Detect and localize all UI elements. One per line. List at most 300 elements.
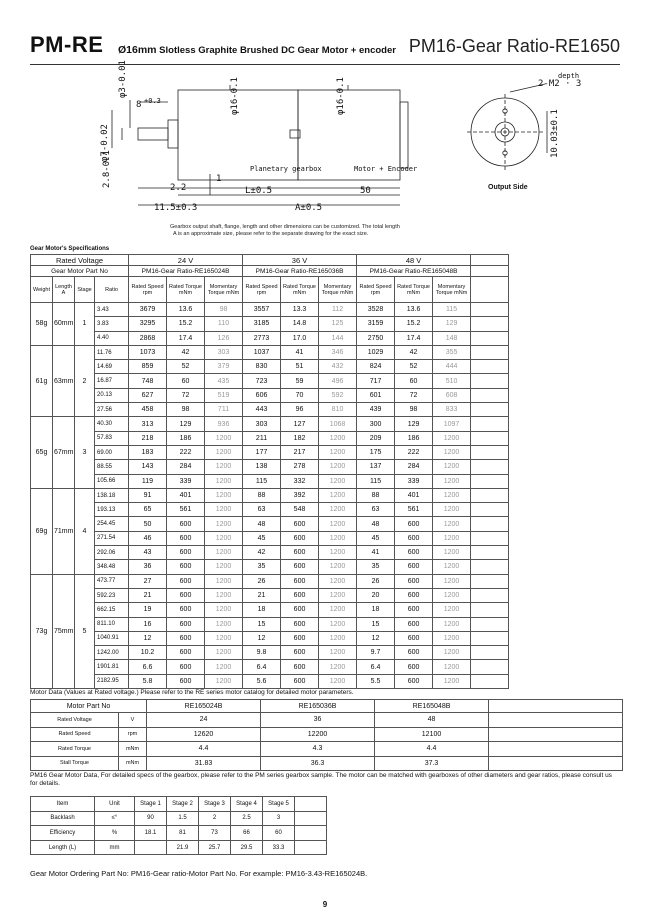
dim-1: 1 bbox=[216, 174, 222, 184]
motor-value-cell: 24 bbox=[147, 713, 261, 728]
gear-cell: 1.5 bbox=[167, 811, 199, 826]
torque-cell: 600 bbox=[281, 660, 319, 674]
empty-cell bbox=[471, 674, 509, 688]
torque-cell: 127 bbox=[281, 417, 319, 431]
gear-header-cell: Stage 5 bbox=[263, 797, 295, 812]
table-row bbox=[31, 445, 623, 459]
torque-cell: 52 bbox=[395, 360, 433, 374]
gear-cell: 21.9 bbox=[167, 840, 199, 855]
speed-cell: 65 bbox=[129, 503, 167, 517]
speed-cell: 91 bbox=[129, 488, 167, 502]
header-rated-speed: Rated Speed rpm bbox=[129, 277, 167, 303]
table-row bbox=[31, 674, 623, 688]
empty-cell bbox=[471, 431, 509, 445]
speed-cell: 177 bbox=[243, 445, 281, 459]
speed-cell: 18 bbox=[357, 603, 395, 617]
gear-cell: 66 bbox=[231, 826, 263, 841]
momentary-cell: 379 bbox=[205, 360, 243, 374]
empty-cell bbox=[471, 646, 509, 660]
dim-8: 8 bbox=[136, 100, 142, 110]
momentary-cell: 1200 bbox=[433, 431, 471, 445]
motor-value-cell: 12100 bbox=[375, 727, 489, 742]
momentary-cell: 1200 bbox=[433, 574, 471, 588]
momentary-cell: 1200 bbox=[205, 531, 243, 545]
torque-cell: 600 bbox=[395, 531, 433, 545]
ratio-cell: 1901.81 bbox=[95, 660, 129, 674]
empty-cell bbox=[471, 303, 509, 317]
momentary-cell: 1200 bbox=[205, 574, 243, 588]
speed-cell: 601 bbox=[357, 388, 395, 402]
gear-header-cell: Stage 3 bbox=[199, 797, 231, 812]
gear-cell: 2 bbox=[199, 811, 231, 826]
torque-cell: 401 bbox=[167, 488, 205, 502]
torque-cell: 600 bbox=[395, 603, 433, 617]
column-header-row bbox=[31, 277, 623, 303]
speed-cell: 88 bbox=[357, 488, 395, 502]
empty-cell bbox=[489, 713, 623, 728]
empty-cell bbox=[471, 374, 509, 388]
momentary-cell: 519 bbox=[205, 388, 243, 402]
motor-row bbox=[31, 713, 623, 728]
momentary-cell: 1200 bbox=[433, 560, 471, 574]
speed-cell: 9.7 bbox=[357, 646, 395, 660]
torque-cell: 339 bbox=[167, 474, 205, 488]
speed-cell: 21 bbox=[129, 588, 167, 602]
gear-header-cell: Stage 4 bbox=[231, 797, 263, 812]
gear-cell: 3 bbox=[263, 811, 295, 826]
momentary-cell: 1200 bbox=[205, 603, 243, 617]
part-no-row bbox=[31, 266, 623, 277]
group-stage: 4 bbox=[75, 488, 95, 574]
momentary-cell: 1200 bbox=[205, 660, 243, 674]
torque-cell: 72 bbox=[395, 388, 433, 402]
table-row bbox=[31, 431, 623, 445]
speed-cell: 209 bbox=[357, 431, 395, 445]
ratio-cell: 3.83 bbox=[95, 317, 129, 331]
momentary-cell: 432 bbox=[319, 360, 357, 374]
table-row bbox=[31, 331, 623, 345]
torque-cell: 60 bbox=[395, 374, 433, 388]
momentary-cell: 1200 bbox=[205, 646, 243, 660]
dim-10: 10.03±0.1 bbox=[550, 109, 560, 158]
torque-cell: 222 bbox=[395, 445, 433, 459]
speed-cell: 300 bbox=[357, 417, 395, 431]
table-row bbox=[31, 574, 623, 588]
empty-cell bbox=[295, 811, 327, 826]
spec-table bbox=[30, 254, 623, 689]
momentary-cell: 1200 bbox=[319, 631, 357, 645]
torque-cell: 13.6 bbox=[395, 303, 433, 317]
torque-cell: 600 bbox=[281, 631, 319, 645]
table-row bbox=[31, 460, 623, 474]
speed-cell: 6.4 bbox=[243, 660, 281, 674]
momentary-cell: 1200 bbox=[433, 531, 471, 545]
momentary-cell: 833 bbox=[433, 403, 471, 417]
momentary-cell: 1200 bbox=[319, 674, 357, 688]
speed-cell: 313 bbox=[129, 417, 167, 431]
ratio-cell: 254.45 bbox=[95, 517, 129, 531]
torque-cell: 70 bbox=[281, 388, 319, 402]
table-row bbox=[31, 488, 623, 502]
table-row bbox=[31, 603, 623, 617]
torque-cell: 600 bbox=[395, 631, 433, 645]
torque-cell: 217 bbox=[281, 445, 319, 459]
product-description bbox=[118, 44, 396, 56]
torque-cell: 600 bbox=[167, 646, 205, 660]
gear-row bbox=[31, 811, 327, 826]
momentary-cell: 510 bbox=[433, 374, 471, 388]
speed-cell: 88 bbox=[243, 488, 281, 502]
header-col_ratio: Ratio bbox=[95, 277, 129, 303]
ratio-cell: 473.77 bbox=[95, 574, 129, 588]
speed-cell: 627 bbox=[129, 388, 167, 402]
momentary-cell: 936 bbox=[205, 417, 243, 431]
motor-value-cell: 4.3 bbox=[261, 742, 375, 757]
torque-cell: 15.2 bbox=[395, 317, 433, 331]
ratio-cell: 3.43 bbox=[95, 303, 129, 317]
torque-cell: 600 bbox=[167, 560, 205, 574]
speed-cell: 43 bbox=[129, 546, 167, 560]
empty-cell bbox=[471, 345, 509, 359]
torque-cell: 600 bbox=[395, 546, 433, 560]
speed-cell: 2868 bbox=[129, 331, 167, 345]
group-weight: 58g bbox=[31, 303, 53, 346]
table-row bbox=[31, 403, 623, 417]
table-row bbox=[31, 546, 623, 560]
empty-cell bbox=[471, 631, 509, 645]
empty-cell bbox=[471, 517, 509, 531]
gear-cell: Length (L) bbox=[31, 840, 95, 855]
speed-cell: 63 bbox=[243, 503, 281, 517]
momentary-cell: 148 bbox=[433, 331, 471, 345]
momentary-cell: 1200 bbox=[433, 503, 471, 517]
part-no-label: Gear Motor Part No bbox=[31, 266, 129, 277]
speed-cell: 35 bbox=[243, 560, 281, 574]
momentary-cell: 1200 bbox=[433, 460, 471, 474]
torque-cell: 548 bbox=[281, 503, 319, 517]
ratio-cell: 1040.91 bbox=[95, 631, 129, 645]
torque-cell: 600 bbox=[167, 603, 205, 617]
speed-cell: 218 bbox=[129, 431, 167, 445]
empty-cell bbox=[489, 727, 623, 742]
table-row bbox=[31, 360, 623, 374]
speed-cell: 36 bbox=[129, 560, 167, 574]
empty-cell bbox=[471, 546, 509, 560]
gear-row bbox=[31, 840, 327, 855]
model-name: PM-RE bbox=[30, 32, 104, 57]
momentary-cell: 1200 bbox=[319, 603, 357, 617]
speed-cell: 48 bbox=[243, 517, 281, 531]
group-stage: 1 bbox=[75, 303, 95, 346]
speed-cell: 138 bbox=[243, 460, 281, 474]
momentary-cell: 1200 bbox=[319, 531, 357, 545]
torque-cell: 17.4 bbox=[167, 331, 205, 345]
motor-value-cell: 4.4 bbox=[147, 742, 261, 757]
speed-cell: 63 bbox=[357, 503, 395, 517]
dim-screw: 2-M2 · 3 bbox=[538, 79, 582, 89]
momentary-cell: 1200 bbox=[205, 674, 243, 688]
gear-cell: 18.1 bbox=[135, 826, 167, 841]
table-row bbox=[31, 660, 623, 674]
momentary-cell: 112 bbox=[319, 303, 357, 317]
motor-value-cell: 36.3 bbox=[261, 756, 375, 771]
momentary-cell: 144 bbox=[319, 331, 357, 345]
empty-cell bbox=[471, 617, 509, 631]
speed-cell: 3557 bbox=[243, 303, 281, 317]
empty-cell bbox=[471, 417, 509, 431]
torque-cell: 41 bbox=[281, 345, 319, 359]
speed-cell: 2750 bbox=[357, 331, 395, 345]
ratio-cell: 2182.95 bbox=[95, 674, 129, 688]
gear-cell: 33.3 bbox=[263, 840, 295, 855]
empty-cell bbox=[471, 588, 509, 602]
torque-cell: 98 bbox=[395, 403, 433, 417]
speed-cell: 830 bbox=[243, 360, 281, 374]
momentary-cell: 1200 bbox=[319, 560, 357, 574]
ratio-cell: 69.00 bbox=[95, 445, 129, 459]
gear-cell: Efficiency bbox=[31, 826, 95, 841]
momentary-cell: 1200 bbox=[433, 617, 471, 631]
table-row bbox=[31, 317, 623, 331]
speed-cell: 46 bbox=[129, 531, 167, 545]
momentary-cell: 1200 bbox=[205, 474, 243, 488]
motor-row bbox=[31, 742, 623, 757]
momentary-cell: 1200 bbox=[205, 560, 243, 574]
momentary-cell: 1200 bbox=[205, 460, 243, 474]
group-weight: 69g bbox=[31, 488, 53, 574]
speed-cell: 9.8 bbox=[243, 646, 281, 660]
momentary-cell: 1200 bbox=[205, 588, 243, 602]
torque-cell: 17.4 bbox=[395, 331, 433, 345]
speed-cell: 3159 bbox=[357, 317, 395, 331]
momentary-cell: 303 bbox=[205, 345, 243, 359]
part-no-cell: PM16-Gear Ratio-RE165036B bbox=[243, 266, 357, 277]
gear-cell: % bbox=[95, 826, 135, 841]
header-momentary-torque: Momentary Torque mNm bbox=[205, 277, 243, 303]
motor-body-rows bbox=[31, 700, 623, 771]
ratio-cell: 4.40 bbox=[95, 331, 129, 345]
header-rated-torque: Rated Torque mNm bbox=[281, 277, 319, 303]
gear-cell: mm bbox=[95, 840, 135, 855]
ratio-cell: 11.76 bbox=[95, 345, 129, 359]
voltage-cell: 36 V bbox=[243, 255, 357, 266]
empty-cell bbox=[471, 488, 509, 502]
voltage-row bbox=[31, 255, 623, 266]
speed-cell: 2773 bbox=[243, 331, 281, 345]
momentary-cell: 1200 bbox=[205, 631, 243, 645]
torque-cell: 42 bbox=[167, 345, 205, 359]
speed-cell: 12 bbox=[129, 631, 167, 645]
motor-row bbox=[31, 756, 623, 771]
header-col_weight: Weight bbox=[31, 277, 53, 303]
momentary-cell: 129 bbox=[433, 317, 471, 331]
ratio-cell: 40.30 bbox=[95, 417, 129, 431]
speed-cell: 6.4 bbox=[357, 660, 395, 674]
header-rated-speed: Rated Speed rpm bbox=[243, 277, 281, 303]
voltage-cell: 48 V bbox=[357, 255, 471, 266]
motor-value-cell: 4.4 bbox=[375, 742, 489, 757]
drawing-labels bbox=[30, 60, 620, 220]
speed-cell: 115 bbox=[243, 474, 281, 488]
label-motor-encoder: Motor + Encoder bbox=[354, 165, 418, 173]
dim-phi16-a: φ16-0.1 bbox=[230, 77, 240, 115]
empty-cell bbox=[471, 317, 509, 331]
empty-cell bbox=[471, 266, 509, 277]
torque-cell: 561 bbox=[395, 503, 433, 517]
speed-cell: 15 bbox=[357, 617, 395, 631]
torque-cell: 600 bbox=[167, 546, 205, 560]
torque-cell: 561 bbox=[167, 503, 205, 517]
momentary-cell: 496 bbox=[319, 374, 357, 388]
ratio-cell: 811.10 bbox=[95, 617, 129, 631]
ratio-cell: 105.66 bbox=[95, 474, 129, 488]
table-row bbox=[31, 517, 623, 531]
speed-cell: 115 bbox=[357, 474, 395, 488]
empty-cell bbox=[471, 474, 509, 488]
speed-cell: 45 bbox=[357, 531, 395, 545]
speed-cell: 748 bbox=[129, 374, 167, 388]
momentary-cell: 1200 bbox=[433, 588, 471, 602]
speed-cell: 439 bbox=[357, 403, 395, 417]
torque-cell: 332 bbox=[281, 474, 319, 488]
diameter: Ø16mm bbox=[118, 44, 157, 56]
momentary-cell: 98 bbox=[205, 303, 243, 317]
header-rated-torque: Rated Torque mNm bbox=[395, 277, 433, 303]
gear-cell: 25.7 bbox=[199, 840, 231, 855]
momentary-cell: 1200 bbox=[433, 603, 471, 617]
motor-part-cell: RE165048B bbox=[375, 700, 489, 713]
speed-cell: 723 bbox=[243, 374, 281, 388]
note-line-1: Gearbox output shaft, flange, length and other dimensions can be customized. The total length bbox=[170, 224, 400, 230]
empty-cell bbox=[471, 560, 509, 574]
ratio-cell: 16.87 bbox=[95, 374, 129, 388]
momentary-cell: 110 bbox=[205, 317, 243, 331]
motor-param-label: Rated Speed bbox=[31, 727, 119, 742]
motor-part-label: Motor Part No bbox=[31, 700, 147, 713]
speed-cell: 303 bbox=[243, 417, 281, 431]
torque-cell: 186 bbox=[395, 431, 433, 445]
motor-table bbox=[30, 699, 623, 771]
torque-cell: 600 bbox=[281, 560, 319, 574]
drawing-note bbox=[170, 224, 470, 238]
momentary-cell: 1200 bbox=[205, 617, 243, 631]
empty-cell bbox=[471, 445, 509, 459]
header-col_stage: Stage bbox=[75, 277, 95, 303]
momentary-cell: 608 bbox=[433, 388, 471, 402]
speed-cell: 45 bbox=[243, 531, 281, 545]
speed-cell: 175 bbox=[357, 445, 395, 459]
torque-cell: 15.2 bbox=[167, 317, 205, 331]
header-momentary-torque: Momentary Torque mNm bbox=[433, 277, 471, 303]
speed-cell: 26 bbox=[357, 574, 395, 588]
momentary-cell: 1200 bbox=[319, 588, 357, 602]
speed-cell: 859 bbox=[129, 360, 167, 374]
speed-cell: 1037 bbox=[243, 345, 281, 359]
momentary-cell: 115 bbox=[433, 303, 471, 317]
momentary-cell: 1200 bbox=[433, 474, 471, 488]
torque-cell: 129 bbox=[167, 417, 205, 431]
momentary-cell: 1200 bbox=[319, 660, 357, 674]
ratio-cell: 27.56 bbox=[95, 403, 129, 417]
speed-cell: 443 bbox=[243, 403, 281, 417]
momentary-cell: 1200 bbox=[205, 488, 243, 502]
torque-cell: 600 bbox=[167, 574, 205, 588]
speed-cell: 3295 bbox=[129, 317, 167, 331]
ratio-cell: 348.48 bbox=[95, 560, 129, 574]
voltage-cell: 24 V bbox=[129, 255, 243, 266]
torque-cell: 284 bbox=[167, 460, 205, 474]
ratio-title: PM16-Gear Ratio-RE1650 bbox=[408, 36, 620, 56]
momentary-cell: 1200 bbox=[433, 488, 471, 502]
spec-body bbox=[31, 255, 623, 689]
torque-cell: 600 bbox=[395, 574, 433, 588]
ratio-cell: 14.69 bbox=[95, 360, 129, 374]
motor-value-cell: 36 bbox=[261, 713, 375, 728]
torque-cell: 182 bbox=[281, 431, 319, 445]
motor-part-cell: RE165024B bbox=[147, 700, 261, 713]
motor-value-cell: 31.83 bbox=[147, 756, 261, 771]
speed-cell: 18 bbox=[243, 603, 281, 617]
speed-cell: 824 bbox=[357, 360, 395, 374]
ratio-cell: 271.54 bbox=[95, 531, 129, 545]
empty-cell bbox=[471, 603, 509, 617]
group-stage: 2 bbox=[75, 345, 95, 416]
gear-cell: 73 bbox=[199, 826, 231, 841]
header-momentary-torque: Momentary Torque mNm bbox=[319, 277, 357, 303]
speed-cell: 5.5 bbox=[357, 674, 395, 688]
torque-cell: 392 bbox=[281, 488, 319, 502]
group-weight: 73g bbox=[31, 574, 53, 688]
motor-value-cell: 12200 bbox=[261, 727, 375, 742]
momentary-cell: 126 bbox=[205, 331, 243, 345]
page-number: 9 bbox=[322, 900, 328, 909]
torque-cell: 600 bbox=[281, 517, 319, 531]
torque-cell: 13.3 bbox=[281, 303, 319, 317]
empty-cell bbox=[471, 460, 509, 474]
group-length: 67mm bbox=[53, 417, 75, 488]
torque-cell: 72 bbox=[167, 388, 205, 402]
group-stage: 5 bbox=[75, 574, 95, 688]
ratio-cell: 193.13 bbox=[95, 503, 129, 517]
empty-cell bbox=[295, 840, 327, 855]
torque-cell: 98 bbox=[167, 403, 205, 417]
ordering-info: Gear Motor Ordering Part No: PM16-Gear ratio-Motor Part No. For example: PM16-3.43-RE165024B. bbox=[30, 869, 368, 878]
speed-cell: 20 bbox=[357, 588, 395, 602]
motor-param-label: Rated Voltage bbox=[31, 713, 119, 728]
ratio-cell: 88.55 bbox=[95, 460, 129, 474]
speed-cell: 48 bbox=[357, 517, 395, 531]
momentary-cell: 435 bbox=[205, 374, 243, 388]
torque-cell: 600 bbox=[281, 546, 319, 560]
momentary-cell: 711 bbox=[205, 403, 243, 417]
torque-cell: 600 bbox=[281, 646, 319, 660]
empty-cell bbox=[471, 403, 509, 417]
speed-cell: 19 bbox=[129, 603, 167, 617]
torque-cell: 129 bbox=[395, 417, 433, 431]
speed-cell: 6.6 bbox=[129, 660, 167, 674]
momentary-cell: 1200 bbox=[319, 445, 357, 459]
gearbox-table bbox=[30, 796, 327, 855]
motor-param-unit: V bbox=[119, 713, 147, 728]
torque-cell: 600 bbox=[167, 588, 205, 602]
torque-cell: 600 bbox=[167, 674, 205, 688]
empty-cell bbox=[471, 531, 509, 545]
motor-param-label: Rated Torque bbox=[31, 742, 119, 757]
ratio-cell: 138.18 bbox=[95, 488, 129, 502]
momentary-cell: 1200 bbox=[433, 674, 471, 688]
dim-2-8: 2.8-0.1 bbox=[102, 150, 112, 188]
dim-11-5: 11.5±0.3 bbox=[154, 203, 198, 213]
